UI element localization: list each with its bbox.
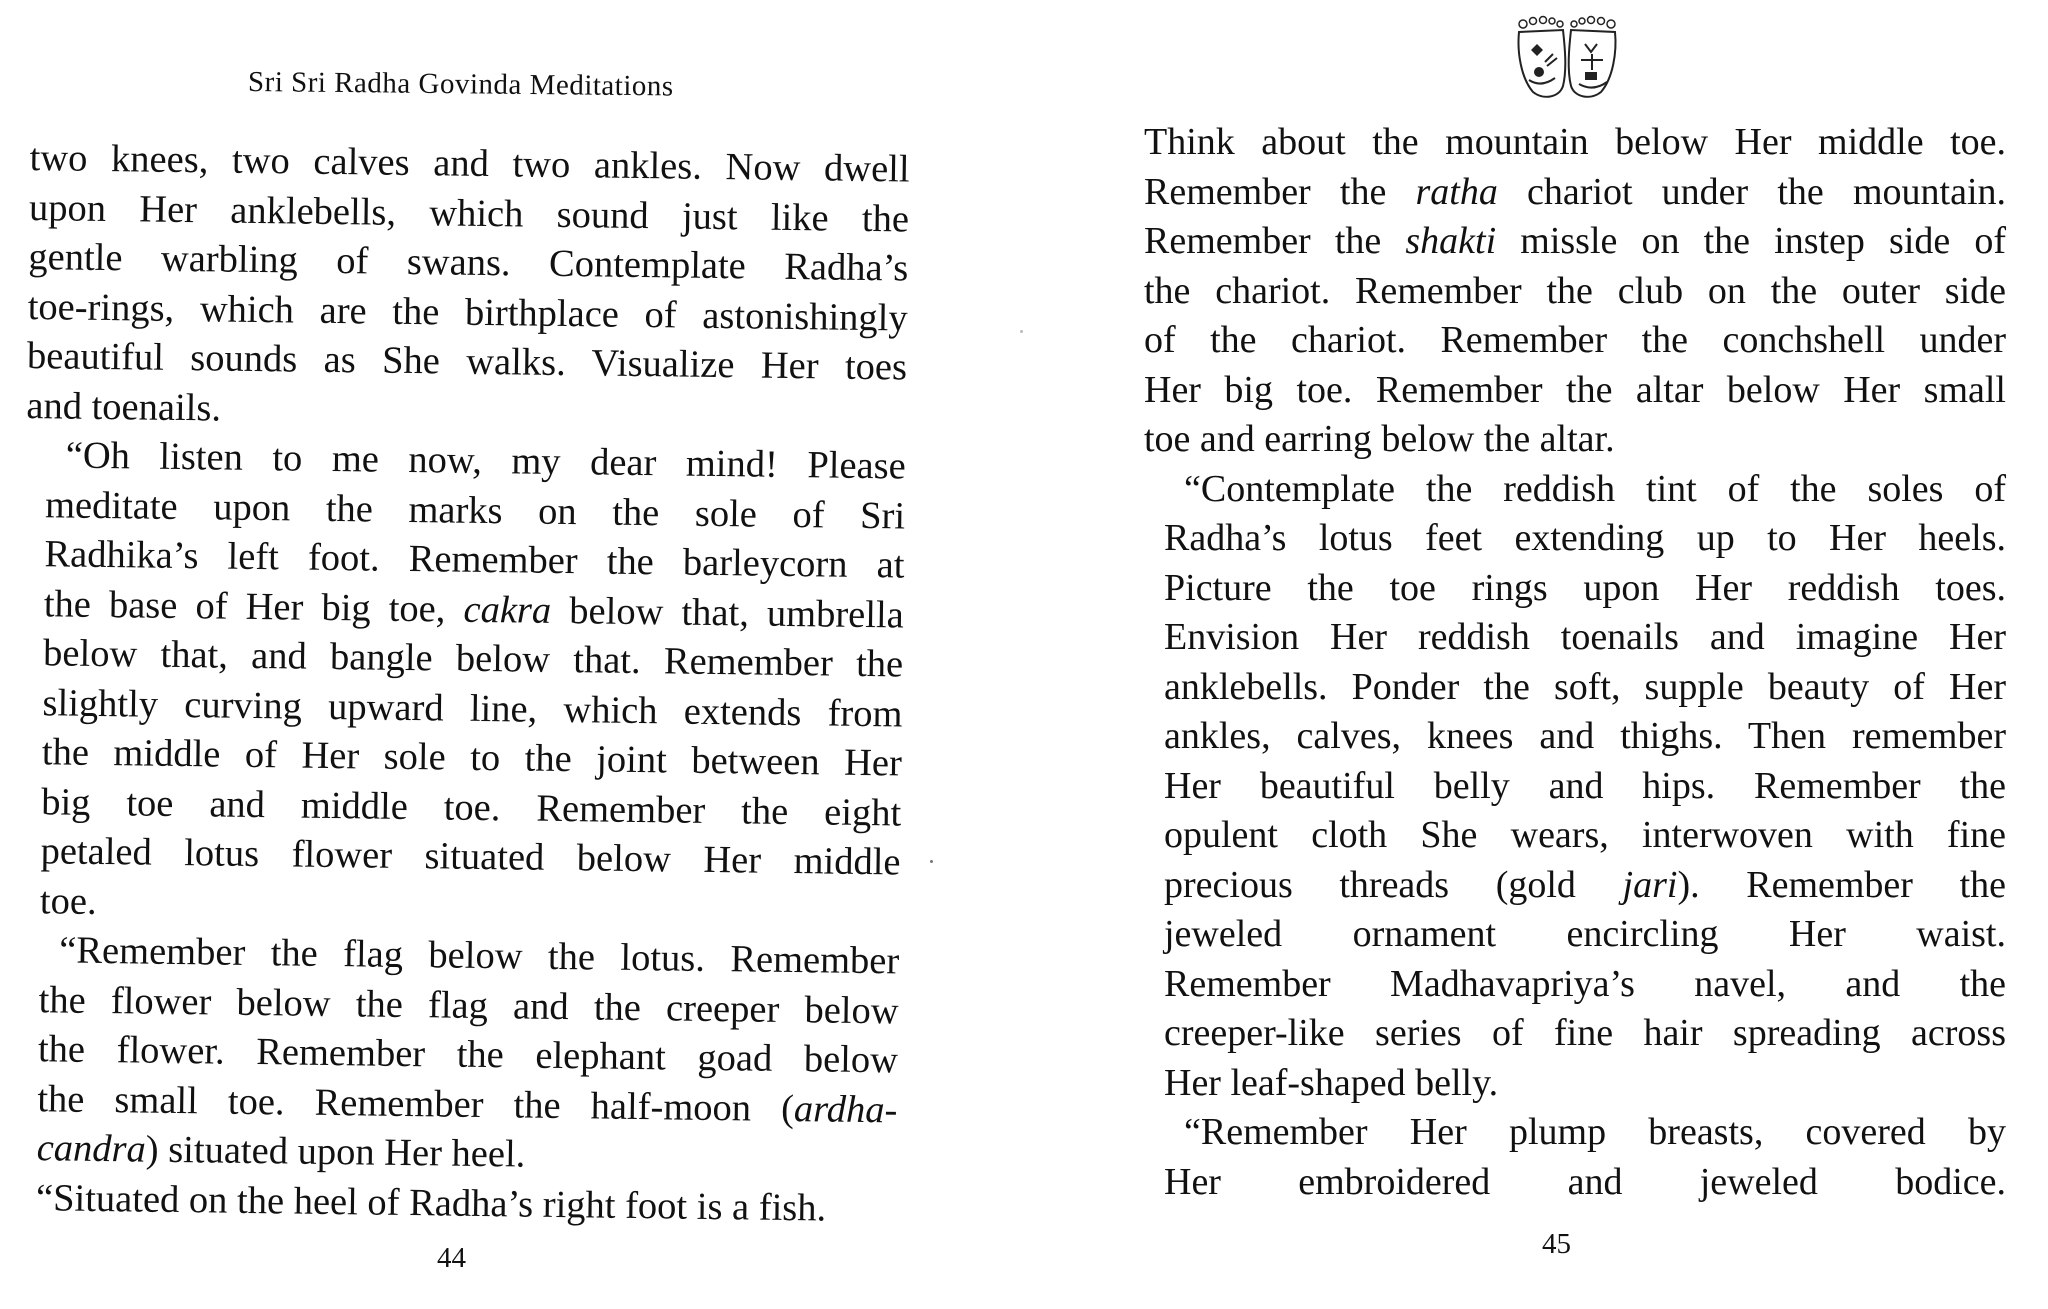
italic-term: jari	[1622, 863, 1678, 906]
text-line: creeper-like series of fine hair spreading across	[1164, 1012, 2006, 1054]
italic-term: ratha	[1415, 170, 1498, 213]
text-line	[1144, 168, 2006, 218]
text-line: jeweled ornament encircling Her waist.	[1164, 913, 2006, 955]
page-number: 44	[437, 1242, 466, 1274]
lotus-feet-icon	[1507, 14, 1627, 100]
text-run: ). Remember the	[1677, 863, 2006, 906]
paragraph	[1144, 465, 2006, 1109]
text-line	[1144, 861, 2006, 911]
text-run: Remember the	[1144, 220, 1382, 262]
text-line: “Oh listen to me now, my dear mind! Please	[65, 434, 906, 488]
text-line: ankles, calves, knees and thighs. Then remember	[1164, 715, 2006, 757]
running-header: Sri Sri Radha Govinda Meditations	[247, 66, 674, 103]
lotus-feet-icon-svg	[1507, 14, 1627, 100]
text-line: “Situated on the heel of Radha’s right foot is a fish.	[35, 1176, 827, 1230]
left-page-text	[16, 134, 910, 1234]
paragraph	[16, 1173, 897, 1234]
text-line: the flower below the flag and the creeper below	[38, 978, 899, 1032]
paragraph	[20, 431, 906, 937]
text-run: the base of Her big toe,	[43, 582, 446, 630]
italic-term: ardha-	[793, 1087, 898, 1131]
right-page	[1080, 0, 2048, 1309]
text-line: and toenails.	[26, 384, 222, 430]
speck	[930, 860, 933, 863]
text-line: beautiful sounds as She walks. Visualize Her toes	[26, 334, 908, 389]
text-line: “Remember Her plump breasts, covered by	[1184, 1111, 2006, 1153]
paragraph	[1144, 118, 2006, 465]
text-run: chariot under the mountain.	[1527, 170, 2007, 213]
italic-term: cakra	[463, 588, 552, 632]
text-line: slightly curving upward line, which extends from	[42, 681, 903, 735]
text-line: Her big toe. Remember the altar below Her small	[1144, 368, 2006, 411]
text-line: big toe and middle toe. Remember the eight	[40, 780, 902, 834]
text-line: Picture the toe rings upon Her reddish toes.	[1164, 566, 2006, 609]
text-line: “Remember the flag below the lotus. Remember	[59, 929, 900, 983]
text-run: the small toe. Remember the half-moon (	[37, 1077, 795, 1130]
speck	[1020, 330, 1023, 333]
text-line: Radha’s lotus feet extending up to Her heels.	[1164, 517, 2006, 559]
text-line: the middle of Her sole to the joint between Her	[41, 731, 903, 785]
text-line: Envision Her reddish toenails and imagine Her	[1164, 616, 2006, 658]
text-line: the flower. Remember the elephant goad below	[37, 1028, 899, 1082]
text-line: Think about the mountain below Her middle toe.	[1144, 121, 2006, 163]
italic-term: shakti	[1405, 220, 1497, 262]
text-line	[1144, 217, 2006, 267]
text-run: precious threads (gold	[1164, 863, 1576, 906]
text-line: the chariot. Remember the club on the outer side	[1144, 269, 2006, 312]
text-line: gentle warbling of swans. Contemplate Radha’s	[28, 235, 909, 290]
text-line: two knees, two calves and two ankles. Now dwell	[29, 136, 910, 191]
text-line: anklebells. Ponder the soft, supple beauty of Her	[1164, 665, 2006, 708]
text-line: Her embroidered and jeweled bodice.	[1164, 1160, 2006, 1203]
text-line: meditate upon the marks on the sole of Sri	[44, 483, 906, 537]
text-run: below that, umbrella	[569, 589, 905, 636]
text-line: of the chariot. Remember the conchshell under	[1144, 319, 2006, 361]
paragraph	[26, 134, 910, 442]
text-line: opulent cloth She wears, interwoven with fine	[1164, 814, 2006, 856]
text-line: below that, and bangle below that. Remember the	[42, 632, 904, 686]
text-line: Her beautiful belly and hips. Remember the	[1164, 764, 2006, 807]
text-run: missle on the instep side of	[1520, 220, 2007, 262]
right-page-text	[1144, 118, 2006, 1207]
text-line: “Contemplate the reddish tint of the soles of	[1184, 467, 2006, 510]
paragraph	[16, 926, 899, 1185]
text-line: Her leaf-shaped belly.	[1164, 1061, 1499, 1104]
text-line: Remember Madhavapriya’s navel, and the	[1164, 962, 2006, 1005]
text-line: upon Her anklebells, which sound just like the	[28, 186, 910, 241]
text-line: petaled lotus flower situated below Her middle	[40, 830, 901, 884]
text-line: toe-rings, which are the birthplace of astonishingly	[27, 285, 908, 340]
paragraph	[1144, 1108, 2006, 1207]
text-line: Radhika’s left foot. Remember the barleycorn at	[44, 533, 905, 587]
page-number: 45	[1542, 1228, 1571, 1260]
italic-term: candra	[36, 1127, 147, 1171]
text-run: Remember the	[1144, 170, 1387, 213]
left-page	[0, 0, 1000, 1309]
text-run: ) situated upon Her heel.	[145, 1128, 526, 1176]
text-line: toe.	[39, 879, 97, 923]
text-line: toe and earring below the altar.	[1144, 418, 1615, 460]
